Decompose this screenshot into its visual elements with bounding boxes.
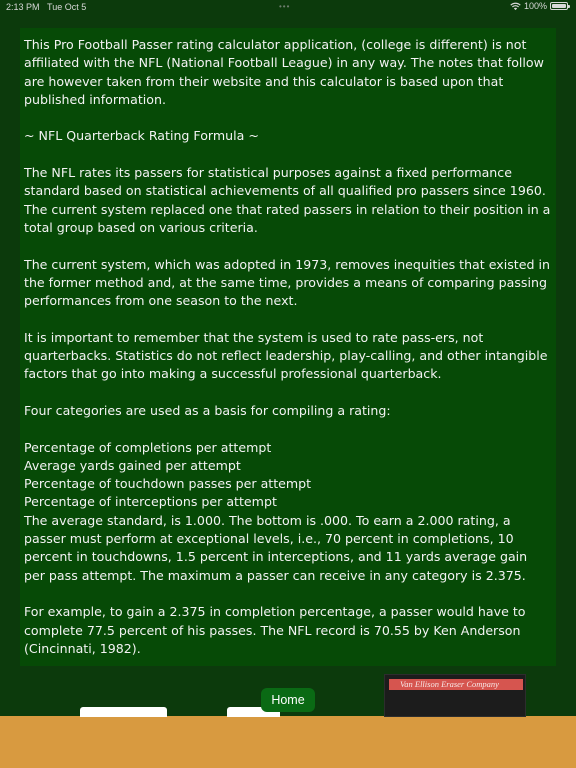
wifi-icon	[510, 2, 521, 11]
multitasking-dots[interactable]: •••	[279, 2, 291, 11]
status-time-value: 2:13 PM	[6, 2, 40, 12]
footer-bar	[0, 716, 576, 768]
status-date: Tue Oct 5	[47, 2, 87, 12]
rating-standard-paragraph: The NFL rates its passers for statistical purposes against a fixed performance standard based on statistical achievements of all qualified pro passers since 1960. The current system replaced one that rated passers in relation to their position in a total group based on various criteria.	[24, 165, 551, 235]
battery-icon	[550, 2, 568, 10]
status-indicators	[510, 1, 568, 11]
ad-banner-text[interactable]: Van Ellison Eraser Company	[389, 679, 523, 690]
average-standard-paragraph: The average standard, is 1.000. The bottom is .000. To earn a 2.000 rating, a passer must perform at exceptional levels, i.e., 70 percent in completions, 10 percent in touchdowns, 1.5 percent in interceptions, and 11 yards average gain per pass attempt. The maximum a passer can receive in any category is 2.375.	[24, 512, 528, 583]
ad-banner-box[interactable]	[384, 674, 526, 717]
completion-example-paragraph: For example, to gain a 2.375 in completion percentage, a passer would have to complete 77.5 percent of his passes. The NFL record is 70.55 by Ken Anderson (Cincinnati, 1982).	[24, 604, 526, 656]
category-item: Percentage of interceptions per attempt	[24, 494, 277, 510]
formula-heading: ~ NFL Quarterback Rating Formula ~	[24, 128, 259, 144]
article-scroll-view[interactable]	[20, 28, 556, 666]
home-button[interactable]: Home	[261, 688, 315, 712]
category-item: Percentage of completions per attempt	[24, 439, 272, 455]
category-item: Percentage of touchdown passes per attempt	[24, 476, 312, 492]
status-bar	[0, 0, 576, 16]
footer-tab-left	[80, 707, 167, 717]
system-history-paragraph: The current system, which was adopted in 1973, removes inequities that existed in the former method and, at the same time, provides a means of comparing passing performances from one season to the next.	[24, 256, 550, 309]
categories-intro: Four categories are used as a basis for compiling a rating:	[24, 402, 391, 418]
article-content	[20, 28, 556, 666]
battery-percent: 100%	[523, 1, 547, 11]
intro-paragraph: This Pro Football Passer rating calculator application, (college is different) is not affiliated with the NFL (National Football League) in any way. The notes that follow are however taken from their website and this calculator is based upon that published information.	[24, 37, 544, 107]
status-time	[6, 2, 86, 12]
disclaimer-paragraph: It is important to remember that the system is used to rate pass-ers, not quarterbacks. Statistics do not reflect leadership, play-calling, and other intangible factors that go into making a successful professional quarterback.	[24, 329, 548, 382]
category-item: Average yards gained per attempt	[24, 457, 241, 473]
